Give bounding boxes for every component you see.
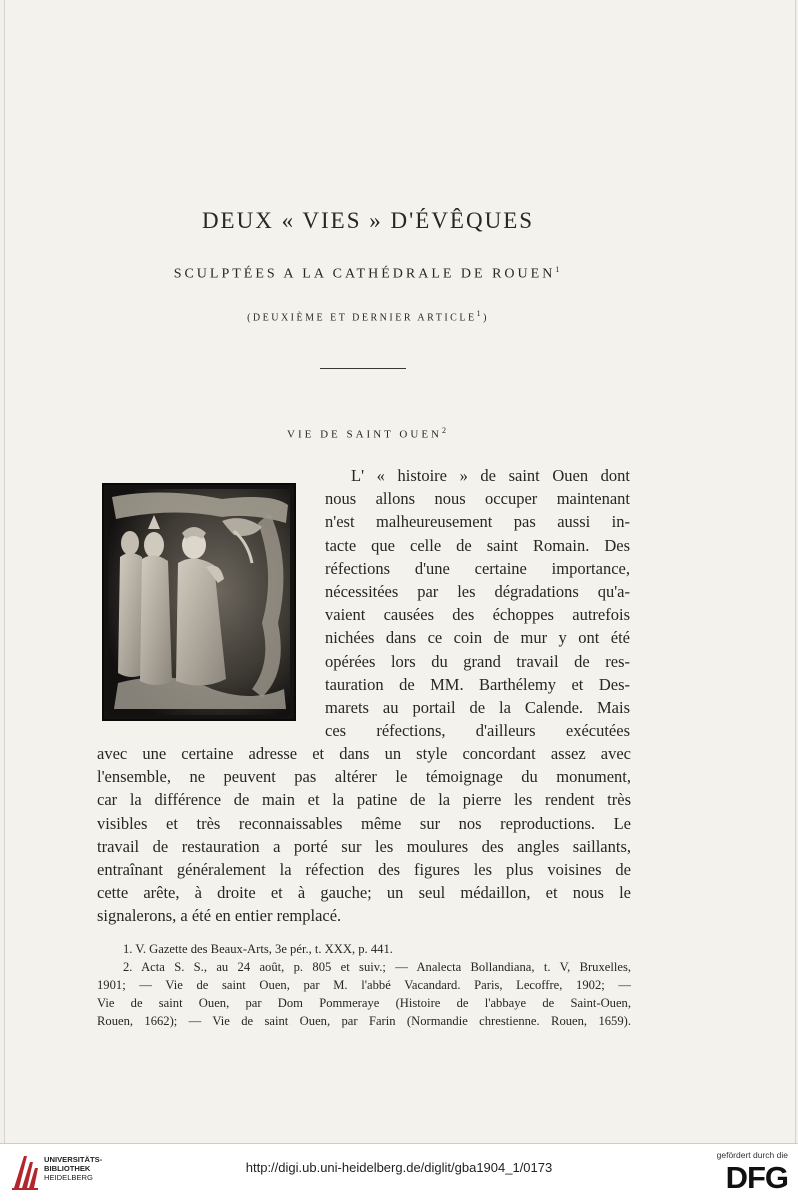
section-heading-text: VIE DE SAINT OUEN xyxy=(287,428,442,441)
viewer-footer xyxy=(0,1143,798,1202)
section-divider xyxy=(320,368,406,369)
dfg-logo[interactable]: DFG xyxy=(725,1160,788,1195)
text-line: marets au portail de la Calende. Mais xyxy=(325,697,630,717)
text-line: entraînant généralement la réfection des figures les plus voisines de xyxy=(97,859,631,879)
library-line: HEIDELBERG xyxy=(44,1173,93,1182)
text-line: vaient causées des échoppes autrefois xyxy=(325,605,630,625)
article-title: DEUX « VIES » D'ÉVÊQUES xyxy=(201,208,535,233)
text-line: l'ensemble, ne peuvent pas altérer le témoignage du monument, xyxy=(97,767,631,787)
text-line: nichées dans ce coin de mur y ont été xyxy=(325,628,630,648)
footnote-ref: 2 xyxy=(441,426,449,435)
footnote-ref: 1 xyxy=(555,265,563,274)
text-line: nous allons nous occuper maintenant xyxy=(325,489,630,509)
text-line: avec une certaine adresse et dans un style concordant assez avec xyxy=(97,744,631,763)
text-line: signalerons, a été en entier remplacé. xyxy=(97,906,342,926)
footnote-line: Vie de saint Ouen, par Dom Pommeraye (Histoire de l'abbaye de Saint-Ouen, xyxy=(97,996,631,1010)
text-line: travail de restauration a porté sur les moulures des angles saillants, xyxy=(97,836,631,856)
text-line: opérées lors du grand travail de res- xyxy=(325,651,630,671)
scanned-page xyxy=(4,0,796,1143)
sculpture-photo xyxy=(102,483,296,721)
sculpture-relief-illustration xyxy=(102,483,296,721)
body-column-text xyxy=(325,464,630,742)
permalink-url[interactable]: http://digi.ub.uni-heidelberg.de/diglit/gba1904_1/0173 xyxy=(245,1160,553,1175)
text-line: tacte que celle de saint Romain. Des xyxy=(325,535,630,555)
article-part-label xyxy=(5,309,731,323)
funding-label: gefördert durch die xyxy=(716,1150,788,1160)
footnote-line: 1901; — Vie de saint Ouen, par M. l'abbé Vacandard. Paris, Lecoffre, 1902; — xyxy=(97,978,631,992)
section-heading xyxy=(5,426,731,441)
footnote-line: Rouen, 1662); — Vie de saint Ouen, par Farin (Normandie chrestienne. Rouen, 1659). xyxy=(97,1014,631,1028)
footnote-ref: 1 xyxy=(476,309,484,318)
library-line: UNIVERSITÄTS- xyxy=(44,1155,103,1164)
article-part-close: ) xyxy=(483,312,489,324)
text-line: n'est malheureusement pas aussi in- xyxy=(325,512,630,532)
text-line: L' « histoire » de saint Ouen dont xyxy=(351,466,630,485)
footnotes xyxy=(97,940,631,1030)
footnote-line: 2. Acta S. S., au 24 août, p. 805 et suiv.; — Analecta Bollandiana, t. V, Bruxelles, xyxy=(123,960,631,974)
text-line: ces réfections, d'ailleurs exécutées xyxy=(325,721,630,741)
footnote-line: 1. V. Gazette des Beaux-Arts, 3e pér., t. XXX, p. 441. xyxy=(123,942,393,956)
text-line: car la différence de main et la patine de la pierre les rendent très xyxy=(97,790,631,810)
article-subtitle xyxy=(5,265,731,283)
text-line: nécessitées par les dégradations qu'a- xyxy=(325,581,630,601)
text-line: visibles et très reconnaissables même sur nos reproductions. Le xyxy=(97,813,631,833)
article-part-text: (DEUXIÈME ET DERNIER ARTICLE xyxy=(247,312,477,324)
text-line: tauration de MM. Barthélemy et Des- xyxy=(325,674,630,694)
library-line: BIBLIOTHEK xyxy=(44,1164,91,1173)
text-line: réfections d'une certaine importance, xyxy=(325,558,630,578)
body-full-width-text xyxy=(97,742,631,928)
text-line: cette arête, à droite et à gauche; un seul médaillon, et nous le xyxy=(97,883,631,903)
subtitle-text: SCULPTÉES A LA CATHÉDRALE DE ROUEN xyxy=(173,266,556,282)
